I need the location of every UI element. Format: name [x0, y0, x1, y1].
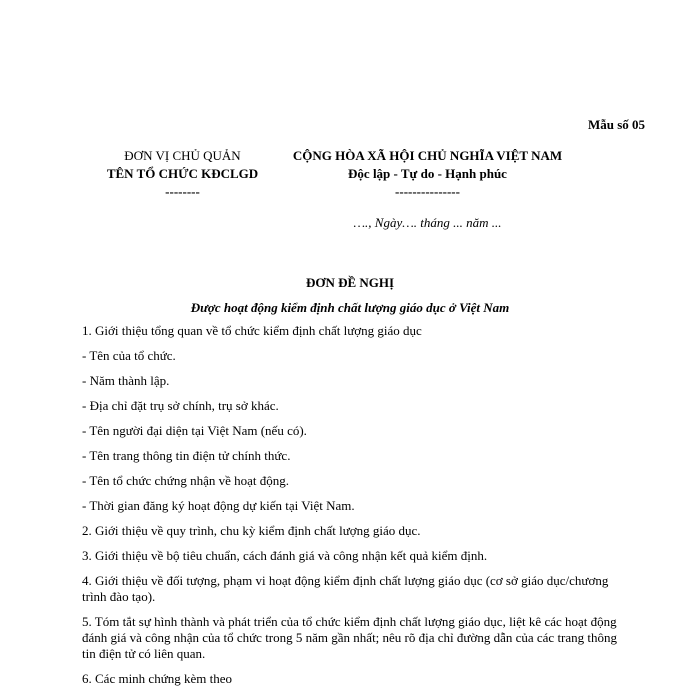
national-motto: Độc lập - Tự do - Hạnh phúc	[348, 166, 507, 181]
form-number: Mẫu số 05	[587, 117, 645, 132]
document-title: ĐƠN ĐỀ NGHỊ	[305, 275, 395, 290]
national-divider: ---------------	[395, 184, 460, 199]
date-line: …., Ngày…. tháng ... năm ...	[353, 215, 502, 230]
paragraph: 3. Giới thiệu về bộ tiêu chuẩn, cách đánh giá và công nhận kết quả kiểm định.	[82, 548, 488, 563]
paragraph: 6. Các minh chứng kèm theo	[82, 671, 233, 686]
paragraph: 2. Giới thiệu về quy trình, chu kỳ kiểm định chất lượng giáo dục.	[82, 523, 421, 538]
paragraph: - Tên tổ chức chứng nhận về hoạt động.	[82, 473, 289, 488]
country-name: CỘNG HÒA XÃ HỘI CHỦ NGHĨA VIỆT NAM	[292, 148, 563, 163]
paragraph: - Tên người đại diện tại Việt Nam (nếu có).	[82, 423, 307, 438]
paragraph: - Địa chỉ đặt trụ sở chính, trụ sở khác.	[82, 398, 279, 413]
organization-header	[85, 147, 280, 201]
paragraph: 1. Giới thiệu tổng quan về tổ chức kiểm định chất lượng giáo dục	[82, 323, 422, 338]
paragraph: - Tên trang thông tin điện tử chính thức.	[82, 448, 291, 463]
document-subtitle: Được hoạt động kiểm định chất lượng giáo dục ở Việt Nam	[190, 300, 510, 315]
national-header	[270, 147, 585, 201]
paragraph: 4. Giới thiệu về đối tượng, phạm vi hoạt động kiểm định chất lượng giáo dục (cơ sở giáo dục/chương trình đào tạo).	[82, 573, 609, 604]
paragraph: - Năm thành lập.	[82, 373, 170, 388]
paragraph: 5. Tóm tắt sự hình thành và phát triển của tổ chức kiểm định chất lượng giáo dục, liệt kê các hoạt động đánh giá và công nhận của tổ chức trong 5 năm gần nhất; nêu rõ địa chỉ đường dẫn của các trang thông tin điện tử có liên quan.	[82, 614, 618, 661]
organization-name-label: TÊN TỔ CHỨC KĐCLGD	[106, 166, 259, 181]
paragraph: - Thời gian đăng ký hoạt động dự kiến tại Việt Nam.	[82, 498, 355, 513]
organization-divider: --------	[165, 184, 200, 199]
paragraph: - Tên của tổ chức.	[82, 348, 176, 363]
document-body	[82, 323, 627, 696]
governing-unit-label: ĐƠN VỊ CHỦ QUẢN	[124, 148, 241, 163]
